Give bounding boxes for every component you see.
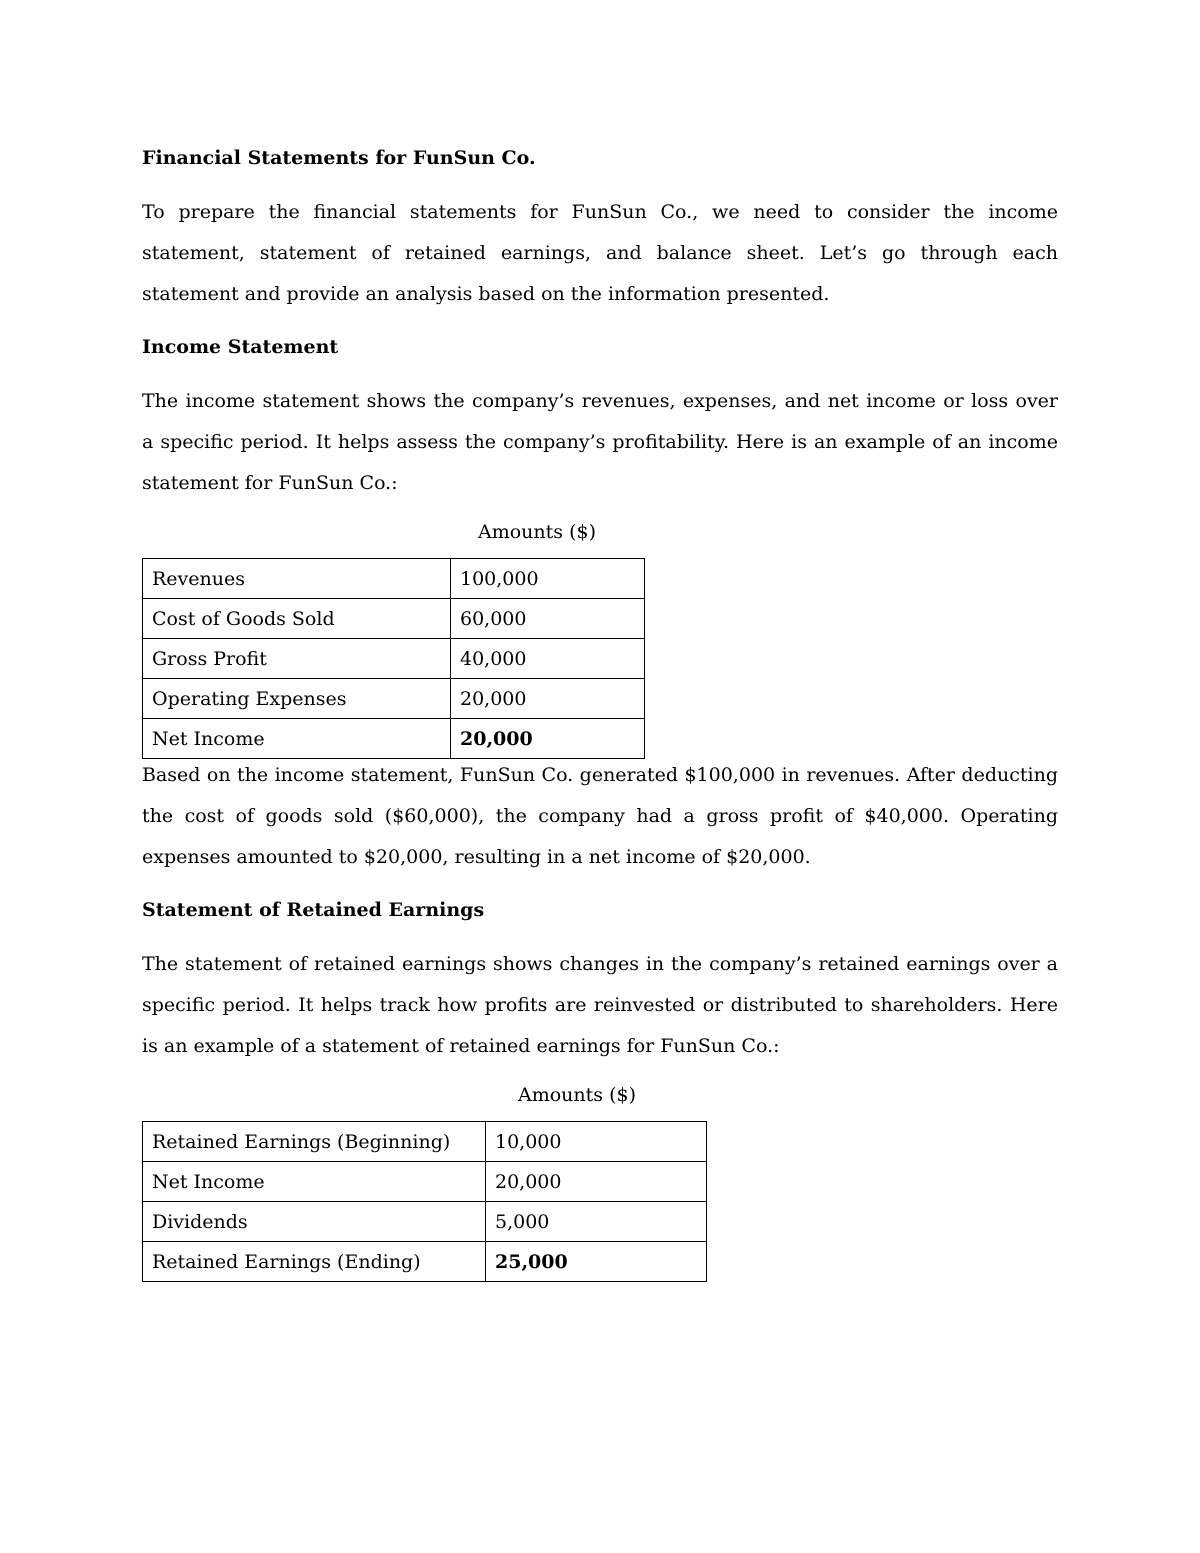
row-label: Cost of Goods Sold: [143, 599, 451, 639]
row-label: Gross Profit: [143, 639, 451, 679]
row-label: Net Income: [143, 1162, 486, 1202]
retained-earnings-table: [142, 1121, 707, 1282]
table-row: [143, 1122, 707, 1162]
row-value: 5,000: [486, 1202, 707, 1242]
intro-paragraph: To prepare the financial statements for FunSun Co., we need to consider the income statement, statement of retained earnings, and balance sheet. Let’s go through each statement and provide an analysis based on the information presented.: [142, 201, 1058, 305]
table-row: [143, 1162, 707, 1202]
row-value-total: 20,000: [451, 719, 645, 759]
row-value: 20,000: [486, 1162, 707, 1202]
row-value: 60,000: [451, 599, 645, 639]
income-table-caption: Amounts ($): [478, 521, 596, 543]
document-page: [142, 140, 1058, 1282]
row-value: 40,000: [451, 639, 645, 679]
row-value-total: 25,000: [486, 1242, 707, 1282]
table-row: [143, 559, 645, 599]
income-statement-analysis: Based on the income statement, FunSun Co. generated $100,000 in revenues. After deducting the cost of goods sold ($60,000), the company had a gross profit of $40,000. Operating expenses amounted to $20,000, resulting in a net income of $20,000.: [142, 764, 1058, 868]
retained-earnings-heading: Statement of Retained Earnings: [142, 899, 485, 921]
income-statement-description: The income statement shows the company’s revenues, expenses, and net income or loss over a specific period. It helps assess the company’s profitability. Here is an example of an income statement for FunSun Co.:: [142, 390, 1058, 494]
row-value: 100,000: [451, 559, 645, 599]
row-label: Revenues: [143, 559, 451, 599]
table-row: [143, 639, 645, 679]
table-row: [143, 1242, 707, 1282]
table-row: [143, 719, 645, 759]
row-value: 20,000: [451, 679, 645, 719]
retained-table-caption: Amounts ($): [518, 1084, 636, 1106]
retained-earnings-description: The statement of retained earnings shows changes in the company’s retained earnings over a specific period. It helps track how profits are reinvested or distributed to shareholders. Here is an example of a statement of retained earnings for FunSun Co.:: [142, 953, 1058, 1057]
table-row: [143, 679, 645, 719]
row-value: 10,000: [486, 1122, 707, 1162]
row-label: Retained Earnings (Beginning): [143, 1122, 486, 1162]
table-row: [143, 599, 645, 639]
table-row: [143, 1202, 707, 1242]
row-label: Operating Expenses: [143, 679, 451, 719]
document-title: Financial Statements for FunSun Co.: [142, 147, 536, 169]
row-label: Net Income: [143, 719, 451, 759]
income-statement-heading: Income Statement: [142, 336, 339, 358]
row-label: Dividends: [143, 1202, 486, 1242]
income-statement-table: [142, 558, 645, 759]
row-label: Retained Earnings (Ending): [143, 1242, 486, 1282]
